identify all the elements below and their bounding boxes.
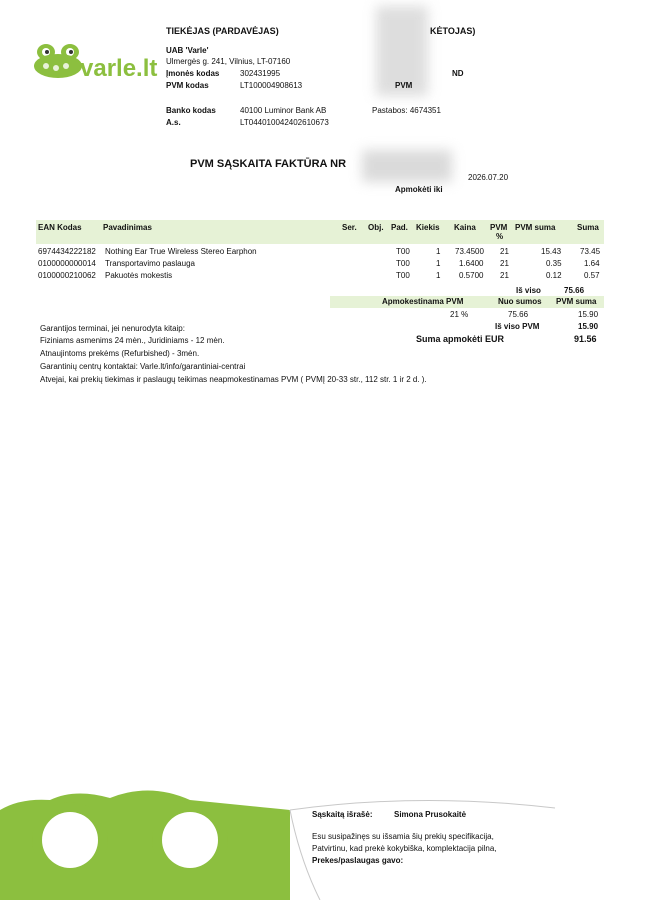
supplier-heading: TIEKĖJAS (PARDAVĖJAS) (166, 26, 279, 36)
notes-label: Pastabos: (372, 106, 408, 115)
varle-logo (30, 38, 160, 82)
supplier-address: Ulmergės g. 241, Vilnius, LT-07160 (166, 57, 291, 66)
col-pad: Pad. (391, 223, 408, 232)
bank-code-label: Banko kodas (166, 106, 216, 115)
vat-rate: 21 % (450, 310, 469, 319)
company-code-label: Įmonės kodas (166, 69, 220, 78)
vat-summary-header (330, 296, 604, 308)
warranty-line: Garantijos terminai, jei nenurodyta kitaip: (40, 324, 185, 333)
total-vat-value: 15.90 (578, 322, 599, 331)
notes-value: 4674351 (409, 106, 441, 115)
notes (372, 106, 441, 115)
vat-sum-label: PVM suma (556, 297, 597, 306)
signature-line: Patvirtinu, kad prekė kokybiška, komplektacija pilna, (312, 844, 497, 853)
frog-logo-icon (30, 38, 160, 82)
row-price: 1.6400 (459, 259, 484, 268)
row-pad: T00 (396, 259, 410, 268)
row-sum: 1.64 (584, 259, 600, 268)
col-obj: Obj. (368, 223, 384, 232)
buyer-line2: PVM (395, 81, 413, 90)
row-ean: 6974434222182 (38, 247, 96, 256)
pay-value: 91.56 (574, 334, 597, 344)
from-sum-label: Nuo sumos (498, 297, 542, 306)
taxable-label: Apmokestinama PVM (382, 297, 464, 306)
col-vat-pct: PVM (490, 223, 508, 232)
row-name: Nothing Ear True Wireless Stereo Earphon (105, 247, 257, 256)
row-pad: T00 (396, 271, 410, 280)
account-label: A.s. (166, 118, 181, 127)
from-sum-value: 75.66 (508, 310, 529, 319)
buyer-line1: ND (452, 69, 464, 78)
row-name: Pakuotės mokestis (105, 271, 173, 280)
pay-by-label: Apmokėti iki (395, 185, 443, 194)
issued-by-name: Simona Prusokaitė (394, 810, 467, 819)
row-ean: 0100000210062 (38, 271, 96, 280)
redaction-blur (362, 150, 452, 182)
table-row (36, 270, 604, 281)
col-sum: Suma (577, 223, 599, 232)
total-label: Iš viso (516, 286, 541, 295)
issued-by-label: Sąskaitą išrašė: (312, 810, 373, 819)
warranty-line: Garantinių centrų kontaktai: Varle.lt/info/garantiniai-centrai (40, 362, 246, 371)
table-header (36, 220, 604, 244)
col-vat-sum: PVM suma (515, 223, 556, 232)
row-vat-sum: 0.35 (546, 259, 562, 268)
warranty-line: Atnaujintoms prekėms (Refurbished) - 3mėn. (40, 349, 200, 358)
row-qty: 1 (436, 259, 441, 268)
row-name: Transportavimo paslauga (105, 259, 195, 268)
row-vat: 21 (500, 247, 509, 256)
total-vat-label: Iš viso PVM (495, 322, 540, 331)
row-vat: 21 (500, 271, 509, 280)
invoice-date: 2026.07.20 (468, 173, 509, 182)
table-row (36, 246, 604, 257)
invoice-title: PVM SĄSKAITA FAKTŪRA NR (190, 158, 347, 170)
col-price: Kaina (454, 223, 476, 232)
warranty-line: Fiziniams asmenims 24 mėn., Juridiniams - 12 mėn. (40, 336, 225, 345)
col-ean: EAN Kodas (38, 223, 82, 232)
row-sum: 0.57 (584, 271, 600, 280)
row-vat: 21 (500, 259, 509, 268)
row-ean: 0100000000014 (38, 259, 96, 268)
account-number: LT044010042402610673 (240, 118, 329, 127)
company-code: 302431995 (240, 69, 281, 78)
supplier-name: UAB 'Varle' (166, 46, 209, 55)
row-vat-sum: 15.43 (541, 247, 562, 256)
col-name: Pavadinimas (103, 223, 152, 232)
buyer-heading: KĖTOJAS) (430, 26, 476, 36)
svg-text:varle.lt: varle.lt (80, 55, 158, 82)
bank-code: 40100 Luminor Bank AB (240, 106, 327, 115)
col-qty: Kiekis (416, 223, 440, 232)
row-pad: T00 (396, 247, 410, 256)
table-row (36, 258, 604, 269)
row-price: 73.4500 (455, 247, 484, 256)
row-sum: 73.45 (580, 247, 601, 256)
vat-code-label: PVM kodas (166, 81, 209, 90)
signature-line: Esu susipažinęs su išsamia šių prekių specifikacija, (312, 832, 494, 841)
vat-exemption-note: Atvejai, kai prekių tiekimas ir paslaugų teikimas neapmokestinamas PVM ( PVMĮ 20-33 str., 112 str. 1 ir 2 d. ). (40, 375, 427, 384)
row-qty: 1 (436, 271, 441, 280)
vat-code: LT100004908613 (240, 81, 303, 90)
col-vat-pct-symbol: % (496, 232, 504, 241)
pay-label: Suma apmokėti EUR (416, 334, 505, 344)
row-qty: 1 (436, 247, 441, 256)
total-value: 75.66 (564, 286, 585, 295)
vat-sum-value: 15.90 (578, 310, 599, 319)
received-by-label: Prekes/paslaugas gavo: (312, 856, 404, 865)
row-vat-sum: 0.12 (546, 271, 562, 280)
row-price: 0.5700 (459, 271, 484, 280)
col-ser: Ser. (342, 223, 357, 232)
